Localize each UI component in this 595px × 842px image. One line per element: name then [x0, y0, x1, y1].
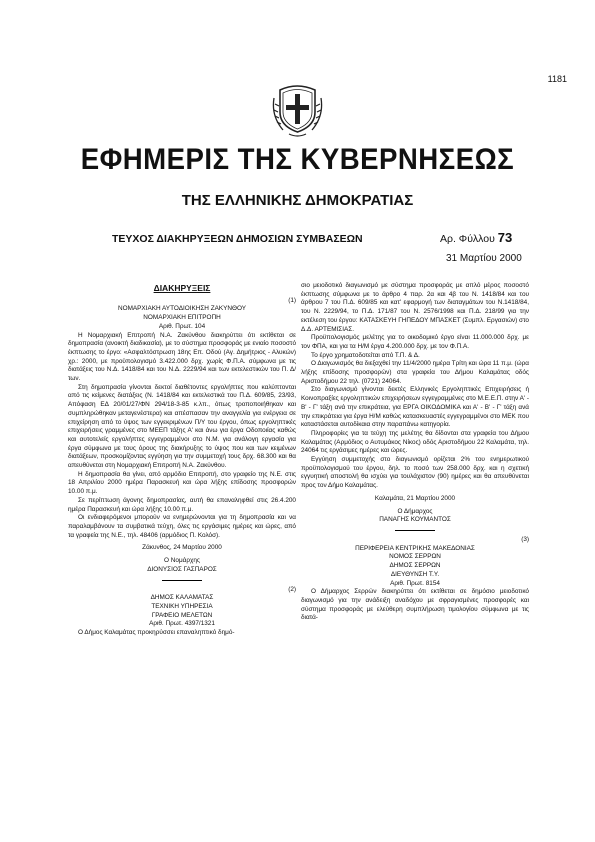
- paragraph: Η Νομαρχιακή Επιτροπή Ν.Α. Ζακύνθου διακηρύττει ότι εκτίθεται σε δημοπρασία (ανοικτή διαδικασία), με το σύστημα προσφοράς με ενιαίο ποσοστό έκπτωσης το έργο: «Ασφαλτόστρωση 18ης Επ. Οδού (Αγ. Δημήτριος - Αλυκών) χρ.: 2000, με προϋπολογισμό 3.422.000 δρχ. χωρίς Φ.Π.Α. σύμφωνα με τις διατάξεις του Ν.Δ. 1418/84 και του Ν.Δ. 2229/94 και των εκτελεστικών του Π. Δ/των.: [68, 331, 296, 383]
- paragraph: Ο Δήμος Καλαμάτας προκηρύσσει επαναληπτικό δημό-: [78, 629, 235, 637]
- paragraph: Πληροφορίες για τα τεύχη της μελέτης θα δίδονται στα γραφεία του Δήμου Καλαμάτας (Αρμόδιος ο Αυτυμάκος Νίκος) οδός Αριστοδήμου 22 Καλαμάτα, τηλ. 24064 τις εργάσιμες ημέρες και ώρες.: [301, 429, 529, 455]
- gazette-subtitle: ΤΗΣ ΕΛΛΗΝΙΚΗΣ ΔΗΜΟΚΡΑΤΙΑΣ: [181, 192, 414, 209]
- authority-line: ΝΟΜΑΡΧΙΑΚΗ ΕΠΙΤΡΟΠΗ: [143, 314, 221, 322]
- signatory-name: ΔΙΟΝΥΣΙΟΣ ΓΑΣΠΑΡΟΣ: [147, 565, 217, 573]
- protocol-number: Αριθ. Πρωτ. 4397/1321: [149, 620, 215, 628]
- paragraph: Ο Δήμαρχος Σερρών διακηρύττει ότι εκτίθεται σε δημόσιο μειοδοτικό διαγωνισμό για την ανάδειξη αναδόχου με σφραγισμένες προσφορές και σύστημα προσφοράς με ελεύθερη συμπλήρωση τιμολογίου σύμφωνα με τις διατά-: [301, 588, 529, 622]
- authority-line: ΝΟΜΑΡΧΙΑΚΗ ΑΥΤΟΔΙΟΙΚΗΣΗ ΖΑΚΥΝΘΟΥ: [117, 305, 247, 313]
- notice-number: (2): [288, 585, 296, 593]
- paragraph: Ο Διαγωνισμός θα διεξαχθεί την 11/4/2000 ημέρα Τρίτη και ώρα 11 π.μ. (ώρα λήξης επίδοσης προσφορών) στα γραφεία του Δήμου Καλαμάτας οδός Αριστοδήμου 22 τηλ. (0721) 24064.: [301, 360, 529, 385]
- paragraph: Στο διαγωνισμό γίνονται δεκτές Ελληνικές Εργοληπτικές Επιχειρήσεις ή Κοινοπραξίες εργοληπτικών επιχειρήσεων εγγεγραμμένες στο Μ.Ε.Ε.Π. στην Α' - Β' - Γ' τάξη ανά την επικράτεια, για ΕΡΓΑ ΟΙΚΟΔΟΜΙΚΑ και Α' - Β' - Γ' τάξη ανά την επικράτεια για έργα Η/Μ καθώς κατασκευαστές εγγεγραμμένοι στο ΜΕΚ που καταστάσεται αυτοδίκαια στην παραπάνω κατηγορία.: [301, 386, 529, 429]
- right-column: [301, 282, 529, 623]
- paragraph: Σε περίπτωση άγονης δημοπρασίας, αυτή θα επαναληφθεί στις 26.4.200 ημέρα Παρασκευή και ώρα λήξης 10.00 π.μ.: [68, 496, 296, 513]
- protocol-number: Αριθ. Πρωτ. 104: [158, 322, 206, 330]
- issue-series: ΤΕΥΧΟΣ ΔΙΑΚΗΡΥΞΕΩΝ ΔΗΜΟΣΙΩΝ ΣΥΜΒΑΣΕΩΝ: [112, 233, 363, 245]
- paragraph: Εγγύηση συμμετοχής στο διαγωνισμό ορίζεται 2% του ενημερωτικού προϋπολογισμού του έργου, δηλ. το ποσό των 258.000 δρχ. και η σχετική εγγυητική αποστολή θα ισχύει για τουλάχιστον (90) ημέρες και θα απευθύνεται προς τον Δήμο Καλαμάτας.: [301, 456, 529, 490]
- authority-line: ΤΕΧΝΙΚΗ ΥΠΗΡΕΣΙΑ: [151, 602, 213, 610]
- notice-number: (1): [288, 296, 296, 304]
- place-date: Καλαμάτα, 21 Μαρτίου 2000: [374, 494, 456, 502]
- gazette-title: ΕΦΗΜΕΡΙΣ ΤΗΣ ΚΥΒΕΡΝΗΣΕΩΣ: [80, 143, 515, 176]
- authority-line: ΔΗΜΟΣ ΚΑΛΑΜΑΤΑΣ: [150, 594, 214, 602]
- issue-date: 31 Μαρτίου 2000: [446, 253, 522, 264]
- signatory-name: ΠΑΝΑΓΗΣ ΚΟΥΜΑΝΤΟΣ: [379, 516, 451, 524]
- place-date: Ζάκυνθος, 24 Μαρτίου 2000: [142, 544, 222, 552]
- paragraph: Το έργο χρηματοδοτείται από Τ.Π. & Δ.: [311, 351, 420, 359]
- separator: [162, 580, 202, 581]
- authority-line: ΝΟΜΟΣ ΣΕΡΡΩΝ: [389, 553, 441, 561]
- protocol-number: Αριθ. Πρωτ. 8154: [390, 579, 440, 587]
- paragraph: Οι ενδιαφερόμενοι μπορούν να ενημερώνονται για τη δημοπρασία και να παραλαμβάνουν τα συμβατικά τεύχη, όλες τις εργάσιμες ημέρες και ώρες, από τα γραφεία της Ν.Ε., τηλ. 48406 (αρμόδιος Π. Κολόσ).: [68, 514, 296, 539]
- authority-line: ΠΕΡΙΦΕΡΕΙΑ ΚΕΝΤΡΙΚΗΣ ΜΑΚΕΔΟΝΙΑΣ: [355, 544, 475, 552]
- section-heading: ΔΙΑΚΗΡΥΞΕΙΣ: [153, 283, 211, 293]
- page-number: 1181: [547, 74, 567, 84]
- authority-line: ΔΗΜΟΣ ΣΕΡΡΩΝ: [389, 562, 441, 570]
- greek-coat-of-arms-icon: [271, 78, 324, 138]
- authority-line: ΔΙΕΥΘΥΝΣΗ Τ.Υ.: [390, 570, 440, 578]
- sheet-value: 73: [497, 230, 513, 245]
- paragraph: Στη δημοπρασία γίνονται δεκτοί διαθέτοντες εργολήπτες που καλύπτονται από τις κείμενες διατάξεις (Ν. 1418/84 και εκτελεστικά του Π.Δ. 609/85, 23/93, Απόφαση ΕΔ 20/01/27/ΦΝ 294/18-3-85 κ.λπ., όπως τροποποιήθηκαν και συμπληρώθηκαν μεταγενέστερα) και απέσπασαν την αναγγελία για ενέργεια σε επιχείρηση από το ύψος των εγγεκριμένων Π/Υ του έργου, όπως εργοληπτικές επιχειρήσεις γραμμένες στο ΜΕΕΠ τάξης Α' και άνω για έργα Οδοποιίας καθώς και αυτοτελείς εργολήπτες εγγεγραμμένοι στο Ν.Μ. για ανάλογη εργασία για έργα σύμφωνα με τους όρους της διακήρυξης το ύψος που και των κειμένων διατάξεων, προσκομίζοντας εγγύηση για την συμμετοχή τους δρχ. 68.300 και θα απευθύνεται στη Νομαρχιακή Επιτροπή Ν.Α. Ζακύνθου.: [68, 383, 296, 470]
- left-column: [68, 282, 296, 638]
- paragraph: σιο μειοδοτικό διαγωνισμό με σύστημα προσφοράς με απλό μέρος ποσοστό έκπτωσης σύμφωνα με το άρθρο 4 παρ. 2α και 4β του Ν. 1418/84 και του άρθρου 7 του Π.Δ. 609/85 και κατ' εφαρμογή των διαταγμάτων του Ν.1418/84, του Ν. 2229/94, το Π.Δ. 171/87 του Ν. 2576/1998 και Π.Δ. 218/99 για την εκτέλεση του έργου: ΚΑΤΑΣΚΕΥΗ ΓΗΠΕΔΟΥ ΜΠΑΣΚΕΤ (Συμπλ. Εργασιών) στο Δ.Δ. ΑΡΤΕΜΙΣΙΑΣ.: [301, 282, 529, 333]
- signatory-title: Ο Νομάρχης: [164, 557, 200, 565]
- sheet-number: [440, 230, 512, 245]
- sheet-label: Αρ. Φύλλου: [440, 233, 495, 245]
- notice-number: (3): [521, 535, 529, 543]
- separator: [395, 530, 435, 531]
- signatory-title: Ο Δήμαρχος: [397, 507, 433, 515]
- paragraph: Η δημοπρασία θα γίνει, από αρμόδιο Επιτροπή, στο γραφείο της Ν.Ε. στις 18 Απριλίου 2000 ημέρα Παρασκευή και ώρα λήξης επίδοσης προσφορών 10.00 π.μ.: [68, 470, 296, 496]
- paragraph: Προϋπολογισμός μελέτης για το οικοδομικό έργο είναι 11.000.000 δρχ. με τον ΦΠΑ, και για τα Η/Μ έργα 4.200.000 δρχ. με τον Φ.Π.Α.: [301, 334, 529, 350]
- authority-line: ΓΡΑΦΕΙΟ ΜΕΛΕΤΩΝ: [151, 611, 213, 619]
